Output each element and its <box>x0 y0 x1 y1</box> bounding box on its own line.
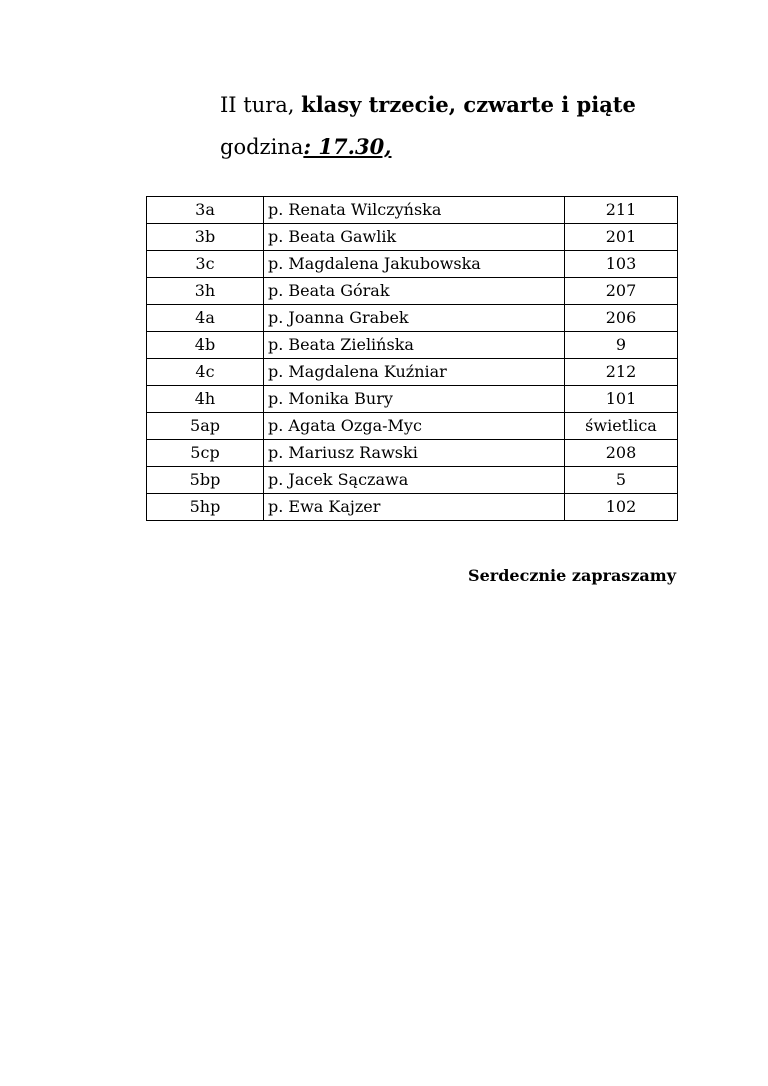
table-row <box>147 332 678 359</box>
class-cell: 5ap <box>147 413 264 440</box>
room-cell: 9 <box>565 332 678 359</box>
table-row <box>147 359 678 386</box>
teacher-cell: p. Ewa Kajzer <box>264 494 565 521</box>
room-cell: 207 <box>565 278 678 305</box>
class-cell: 4c <box>147 359 264 386</box>
table-row <box>147 386 678 413</box>
class-cell: 3a <box>147 197 264 224</box>
room-cell: 206 <box>565 305 678 332</box>
teacher-cell: p. Magdalena Kuźniar <box>264 359 565 386</box>
room-cell: 201 <box>565 224 678 251</box>
class-cell: 4a <box>147 305 264 332</box>
time-value: : 17.30, <box>303 134 392 159</box>
table-row <box>147 494 678 521</box>
teacher-cell: p. Beata Górak <box>264 278 565 305</box>
teacher-cell: p. Agata Ozga-Myc <box>264 413 565 440</box>
class-cell: 4b <box>147 332 264 359</box>
teacher-cell: p. Beata Gawlik <box>264 224 565 251</box>
room-cell: 101 <box>565 386 678 413</box>
table-row <box>147 440 678 467</box>
teacher-cell: p. Magdalena Jakubowska <box>264 251 565 278</box>
heading-classes: klasy trzecie, czwarte i piąte <box>301 92 636 117</box>
teacher-cell: p. Renata Wilczyńska <box>264 197 565 224</box>
room-cell: świetlica <box>565 413 678 440</box>
class-cell: 3c <box>147 251 264 278</box>
room-cell: 103 <box>565 251 678 278</box>
heading-line-1 <box>220 92 636 117</box>
heading-line-2 <box>220 134 392 159</box>
room-cell: 211 <box>565 197 678 224</box>
class-cell: 5bp <box>147 467 264 494</box>
heading-prefix: II tura, <box>220 93 302 117</box>
teacher-cell: p. Joanna Grabek <box>264 305 565 332</box>
time-label: godzina <box>220 135 304 159</box>
room-cell: 102 <box>565 494 678 521</box>
table-row <box>147 467 678 494</box>
teacher-cell: p. Beata Zielińska <box>264 332 565 359</box>
teacher-cell: p. Mariusz Rawski <box>264 440 565 467</box>
teacher-cell: p. Monika Bury <box>264 386 565 413</box>
room-cell: 208 <box>565 440 678 467</box>
schedule-table <box>146 196 678 521</box>
table-row <box>147 305 678 332</box>
closing-invitation: Serdecznie zapraszamy <box>468 566 676 585</box>
class-cell: 5cp <box>147 440 264 467</box>
table-row <box>147 224 678 251</box>
table-row <box>147 251 678 278</box>
table-row <box>147 197 678 224</box>
class-cell: 5hp <box>147 494 264 521</box>
class-cell: 3h <box>147 278 264 305</box>
class-cell: 4h <box>147 386 264 413</box>
table-row <box>147 278 678 305</box>
teacher-cell: p. Jacek Sączawa <box>264 467 565 494</box>
class-cell: 3b <box>147 224 264 251</box>
room-cell: 5 <box>565 467 678 494</box>
room-cell: 212 <box>565 359 678 386</box>
table-row <box>147 413 678 440</box>
